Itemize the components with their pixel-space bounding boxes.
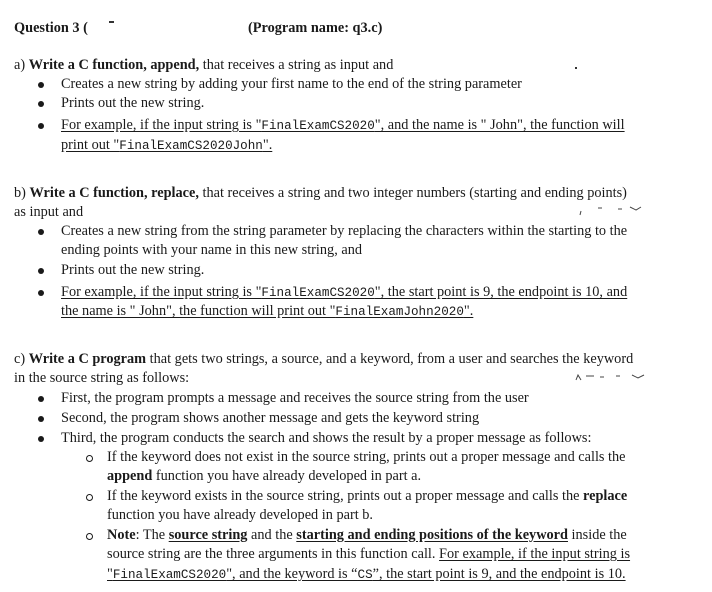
sub-bullet-icon xyxy=(86,455,93,462)
part-b-example-line-1: For example, if the input string is "FinalExamCS2020", the start point is 9, the endpoint is 10, and xyxy=(61,284,628,300)
bullet-icon xyxy=(38,123,44,129)
part-c-bullet-1: First, the program prompts a message and receives the source string from the user xyxy=(61,390,529,406)
sub-bullet-icon xyxy=(86,494,93,501)
part-c-bullet-3: Third, the program conducts the search and shows the result by a proper message as follows: xyxy=(61,430,592,446)
bullet-icon xyxy=(38,229,44,235)
part-b-bullet-2: Prints out the new string. xyxy=(61,262,205,278)
part-c-sub-3-line-2: source string are the three arguments in this function call. For example, if the input string is xyxy=(107,546,631,562)
bullet-icon xyxy=(38,436,44,442)
part-c-sub-2-line-1: If the keyword exists in the source string, prints out a proper message and calls the replace xyxy=(107,488,628,504)
part-b-bullet-1: Creates a new string from the string parameter by replacing the characters within the starting to the xyxy=(61,223,628,239)
part-a-bullet-2: Prints out the new string. xyxy=(61,95,205,111)
part-b-example-line-2: the name is " John", the function will print out "FinalExamJohn2020". xyxy=(61,303,474,319)
part-c-intro-line-2: in the source string as follows: xyxy=(14,370,190,386)
part-a-intro: a) Write a C function, append, that receives a string as input and xyxy=(14,57,394,73)
bullet-icon xyxy=(38,290,44,296)
part-a-example-line-2: print out "FinalExamCS2020John". xyxy=(61,137,273,153)
bullet-icon xyxy=(38,396,44,402)
part-c-sub-1-line-2: append function you have already developed in part a. xyxy=(107,468,422,484)
bullet-icon xyxy=(38,101,44,107)
bullet-icon xyxy=(38,416,44,422)
part-c-sub-3-line-1: Note: The source string and the starting and ending positions of the keyword inside the xyxy=(107,527,627,543)
part-c-sub-3-line-3: "FinalExamCS2020", and the keyword is “CS”, the start point is 9, and the endpoint is 10. xyxy=(107,566,626,582)
part-c-sub-1-line-1: If the keyword does not exist in the source string, prints out a proper message and calls the xyxy=(107,449,626,465)
program-name: (Program name: q3.c) xyxy=(248,20,383,36)
part-c-sub-2-line-2: function you have already developed in part b. xyxy=(107,507,373,523)
question-label: Question 3 ( xyxy=(14,20,88,36)
part-c-intro: c) Write a C program that gets two strings, a source, and a keyword, from a user and searches the keyword xyxy=(14,351,634,367)
part-b-bullet-1-line-2: ending points with your name in this new string, and xyxy=(61,242,362,258)
bullet-icon xyxy=(38,82,44,88)
scribble-mark xyxy=(578,203,654,217)
part-a-example-line-1: For example, if the input string is "FinalExamCS2020", and the name is " John", the function will xyxy=(61,117,625,133)
scribble-mark xyxy=(109,21,114,23)
bullet-icon xyxy=(38,268,44,274)
part-b-intro: b) Write a C function, replace, that receives a string and two integer numbers (starting and ending points) xyxy=(14,185,627,201)
scribble-mark xyxy=(572,370,658,384)
scribble-mark xyxy=(575,67,577,69)
part-b-intro-line-2: as input and xyxy=(14,204,84,220)
part-a-bullet-1: Creates a new string by adding your first name to the end of the string parameter xyxy=(61,76,522,92)
sub-bullet-icon xyxy=(86,533,93,540)
part-c-bullet-2: Second, the program shows another message and gets the keyword string xyxy=(61,410,480,426)
